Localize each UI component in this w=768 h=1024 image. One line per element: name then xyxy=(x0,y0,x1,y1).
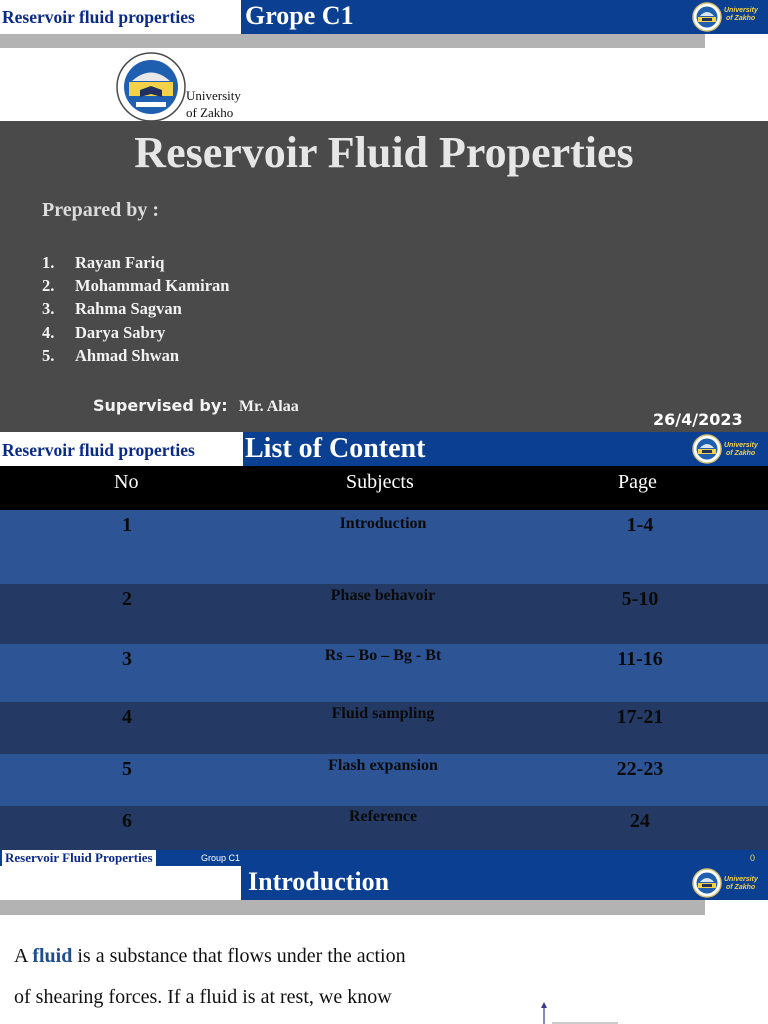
list-item: 4. Darya Sabry xyxy=(42,322,166,342)
row-page: 1-4 xyxy=(626,514,654,536)
footer-group: Group C1 xyxy=(201,853,241,863)
table-row xyxy=(0,584,768,644)
row-page: 11-16 xyxy=(617,648,663,670)
table-header xyxy=(0,466,768,510)
university-emblem xyxy=(114,52,254,122)
emblem-text-line2: of Zakho xyxy=(186,105,234,120)
list-item: 5. Ahmad Shwan xyxy=(42,345,180,365)
row-subject: Introduction xyxy=(339,515,427,532)
introduction-paragraph: A fluid is a substance that flows under the action of shearing forces. If a fluid is at rest, we know xyxy=(14,945,406,1008)
row-subject: Reference xyxy=(348,808,418,825)
header-bar xyxy=(241,866,768,900)
row-no: 5 xyxy=(122,758,132,780)
presentation-title: Reservoir Fluid Properties xyxy=(134,128,634,177)
fluid-term: fluid xyxy=(32,945,73,967)
row-page: 24 xyxy=(630,810,650,832)
header-title: Grope C1 xyxy=(245,1,354,30)
header-title: Introduction xyxy=(248,867,390,896)
list-item: 1. Rayan Fariq xyxy=(42,253,165,272)
header-bar xyxy=(241,0,768,34)
badge-line2: of Zakho xyxy=(726,15,756,22)
university-emblem-icon xyxy=(114,52,188,122)
contents-table xyxy=(0,466,768,850)
column-header-subjects: Subjects xyxy=(346,471,414,493)
university-badge xyxy=(691,868,759,898)
row-page: 22-23 xyxy=(616,758,664,780)
supervised-label: Supervised by: xyxy=(93,396,228,415)
header-bar xyxy=(243,432,768,466)
footer-label: Reservoir Fluid Properties xyxy=(2,850,156,866)
badge-line2: of Zakho xyxy=(726,450,756,457)
university-badge xyxy=(691,434,759,464)
slide-footer xyxy=(0,850,768,866)
university-badge xyxy=(691,2,759,32)
university-logo-icon xyxy=(691,434,757,464)
row-page: 5-10 xyxy=(621,588,659,610)
header-underline xyxy=(0,900,705,915)
table-row xyxy=(0,644,768,702)
row-page: 17-21 xyxy=(616,706,664,728)
title-panel xyxy=(0,121,768,432)
header-label: Reservoir fluid properties xyxy=(0,434,243,466)
table-row xyxy=(0,702,768,754)
badge-line2: of Zakho xyxy=(726,884,756,891)
badge-line1: University xyxy=(724,7,758,14)
supervisor-name: Mr. Alaa xyxy=(238,398,299,415)
table-row xyxy=(0,510,768,584)
header-title: List of Content xyxy=(245,433,426,464)
row-no: 1 xyxy=(122,514,132,536)
row-no: 2 xyxy=(122,588,132,610)
row-subject: Flash expansion xyxy=(328,757,438,774)
supervised-by xyxy=(93,396,299,416)
badge-line1: University xyxy=(724,876,758,883)
emblem-text-line1: University xyxy=(186,88,241,103)
column-header-page: Page xyxy=(618,471,657,493)
badge-line1: University xyxy=(724,442,758,449)
table-row xyxy=(0,754,768,806)
members-list xyxy=(42,251,229,367)
header-underline xyxy=(0,34,705,48)
row-no: 6 xyxy=(122,810,132,832)
row-subject: Fluid sampling xyxy=(331,705,435,722)
prepared-by-label: Prepared by : xyxy=(42,199,160,221)
row-no: 3 xyxy=(122,648,132,670)
table-row xyxy=(0,806,768,850)
list-item: 3. Rahma Sagvan xyxy=(42,299,182,319)
university-logo-icon xyxy=(691,868,757,898)
row-subject: Phase behavoir xyxy=(330,587,436,604)
list-item: 2. Mohammad Kamiran xyxy=(42,276,230,296)
column-header-no: No xyxy=(114,471,139,493)
presentation-date: 26/4/2023 xyxy=(653,410,743,429)
row-subject: Rs – Bo – Bg - Bt xyxy=(324,647,442,664)
row-no: 4 xyxy=(122,706,132,728)
header-label: Reservoir fluid properties xyxy=(0,4,241,34)
footer-page-number: 0 xyxy=(750,853,756,863)
diagram-fragment-icon xyxy=(538,1002,628,1024)
